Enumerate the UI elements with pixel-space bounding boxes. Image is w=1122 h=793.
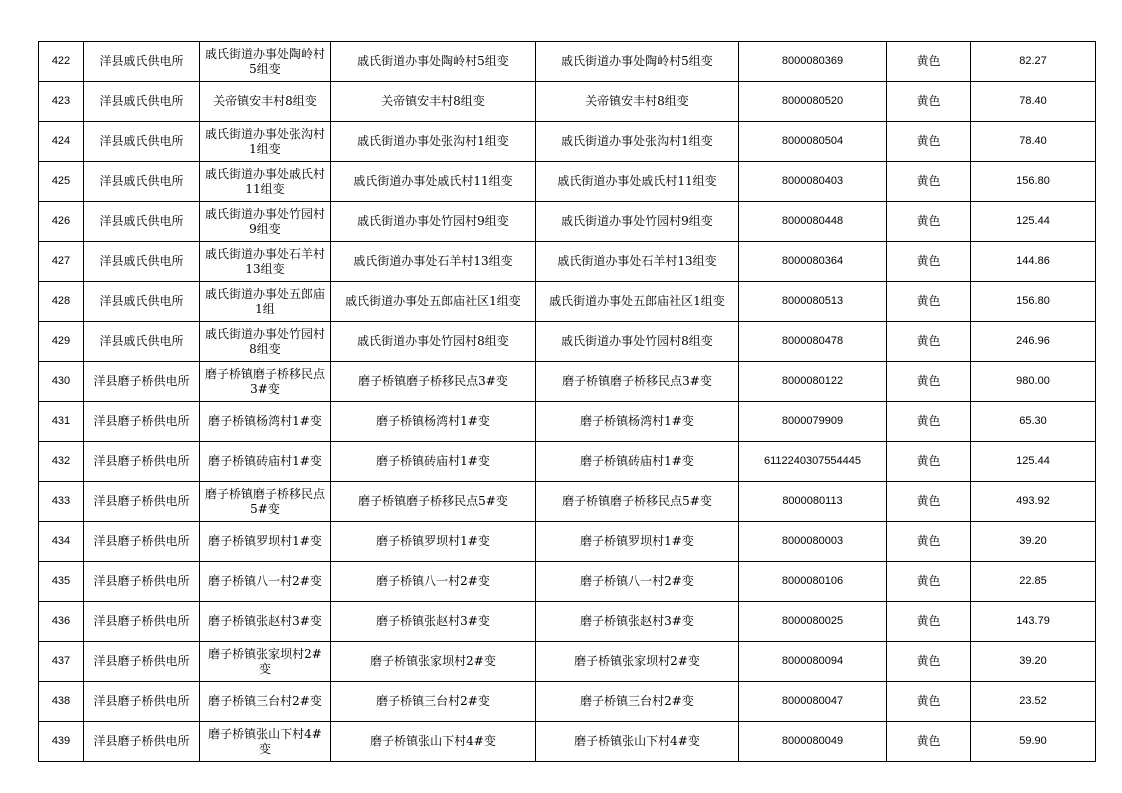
supply-office-cell: 洋县磨子桥供电所: [84, 602, 200, 642]
row-number-cell: 435: [39, 562, 84, 602]
warning-level-cell: 黄色: [887, 602, 971, 642]
value-cell: 65.30: [971, 402, 1096, 442]
value-cell: 125.44: [971, 442, 1096, 482]
supply-office-cell: 洋县磨子桥供电所: [84, 442, 200, 482]
transformer-name-cell: 戚氏街道办事处竹园村8组变: [200, 322, 331, 362]
transformer-name-cell: 磨子桥镇三台村2#变: [200, 682, 331, 722]
row-number-cell: 423: [39, 82, 84, 122]
table-row: [39, 122, 1096, 162]
table-body: [39, 42, 1096, 762]
transformer-name-cell: 磨子桥镇罗坝村1#变: [200, 522, 331, 562]
supply-office-cell: 洋县磨子桥供电所: [84, 522, 200, 562]
row-number-cell: 427: [39, 242, 84, 282]
station-name-cell: 戚氏街道办事处竹园村9组变: [331, 202, 536, 242]
table-row: [39, 202, 1096, 242]
warning-level-cell: 黄色: [887, 522, 971, 562]
line-name-cell: 磨子桥镇罗坝村1#变: [536, 522, 739, 562]
row-number-cell: 433: [39, 482, 84, 522]
station-name-cell: 磨子桥镇磨子桥移民点3#变: [331, 362, 536, 402]
value-cell: 156.80: [971, 162, 1096, 202]
supply-office-cell: 洋县磨子桥供电所: [84, 562, 200, 602]
value-cell: 143.79: [971, 602, 1096, 642]
table-row: [39, 642, 1096, 682]
row-number-cell: 437: [39, 642, 84, 682]
table-row: [39, 602, 1096, 642]
warning-level-cell: 黄色: [887, 402, 971, 442]
transformer-name-cell: 磨子桥镇张赵村3#变: [200, 602, 331, 642]
warning-level-cell: 黄色: [887, 562, 971, 602]
meter-id-cell: 8000080003: [739, 522, 887, 562]
line-name-cell: 戚氏街道办事处石羊村13组变: [536, 242, 739, 282]
warning-level-cell: 黄色: [887, 362, 971, 402]
line-name-cell: 戚氏街道办事处张沟村1组变: [536, 122, 739, 162]
row-number-cell: 438: [39, 682, 84, 722]
meter-id-cell: 8000079909: [739, 402, 887, 442]
value-cell: 78.40: [971, 122, 1096, 162]
line-name-cell: 磨子桥镇三台村2#变: [536, 682, 739, 722]
table-row: [39, 242, 1096, 282]
line-name-cell: 磨子桥镇张赵村3#变: [536, 602, 739, 642]
meter-id-cell: 8000080025: [739, 602, 887, 642]
meter-id-cell: 8000080403: [739, 162, 887, 202]
line-name-cell: 戚氏街道办事处竹园村9组变: [536, 202, 739, 242]
supply-office-cell: 洋县磨子桥供电所: [84, 402, 200, 442]
value-cell: 22.85: [971, 562, 1096, 602]
transformer-name-cell: 磨子桥镇磨子桥移民点3#变: [200, 362, 331, 402]
table-row: [39, 282, 1096, 322]
transformer-name-cell: 戚氏街道办事处石羊村13组变: [200, 242, 331, 282]
station-name-cell: 磨子桥镇三台村2#变: [331, 682, 536, 722]
station-name-cell: 戚氏街道办事处陶岭村5组变: [331, 42, 536, 82]
value-cell: 125.44: [971, 202, 1096, 242]
station-name-cell: 磨子桥镇八一村2#变: [331, 562, 536, 602]
station-name-cell: 磨子桥镇张山下村4#变: [331, 722, 536, 762]
row-number-cell: 439: [39, 722, 84, 762]
table-row: [39, 482, 1096, 522]
transformer-name-cell: 磨子桥镇张山下村4#变: [200, 722, 331, 762]
meter-id-cell: 8000080047: [739, 682, 887, 722]
line-name-cell: 戚氏街道办事处陶岭村5组变: [536, 42, 739, 82]
transformer-name-cell: 戚氏街道办事处竹园村9组变: [200, 202, 331, 242]
warning-level-cell: 黄色: [887, 442, 971, 482]
transformer-name-cell: 关帝镇安丰村8组变: [200, 82, 331, 122]
table-row: [39, 402, 1096, 442]
meter-id-cell: 8000080369: [739, 42, 887, 82]
line-name-cell: 磨子桥镇磨子桥移民点3#变: [536, 362, 739, 402]
supply-office-cell: 洋县戚氏供电所: [84, 122, 200, 162]
line-name-cell: 磨子桥镇杨湾村1#变: [536, 402, 739, 442]
warning-level-cell: 黄色: [887, 82, 971, 122]
meter-id-cell: 8000080049: [739, 722, 887, 762]
transformer-table: [38, 41, 1096, 762]
supply-office-cell: 洋县戚氏供电所: [84, 242, 200, 282]
warning-level-cell: 黄色: [887, 722, 971, 762]
meter-id-cell: 6112240307554445: [739, 442, 887, 482]
table-row: [39, 322, 1096, 362]
station-name-cell: 磨子桥镇张家坝村2#变: [331, 642, 536, 682]
warning-level-cell: 黄色: [887, 482, 971, 522]
table-row: [39, 162, 1096, 202]
line-name-cell: 关帝镇安丰村8组变: [536, 82, 739, 122]
transformer-name-cell: 戚氏街道办事处陶岭村5组变: [200, 42, 331, 82]
value-cell: 59.90: [971, 722, 1096, 762]
line-name-cell: 磨子桥镇八一村2#变: [536, 562, 739, 602]
meter-id-cell: 8000080094: [739, 642, 887, 682]
meter-id-cell: 8000080478: [739, 322, 887, 362]
station-name-cell: 磨子桥镇杨湾村1#变: [331, 402, 536, 442]
warning-level-cell: 黄色: [887, 642, 971, 682]
station-name-cell: 磨子桥镇罗坝村1#变: [331, 522, 536, 562]
warning-level-cell: 黄色: [887, 162, 971, 202]
value-cell: 39.20: [971, 642, 1096, 682]
line-name-cell: 磨子桥镇张家坝村2#变: [536, 642, 739, 682]
table-row: [39, 82, 1096, 122]
transformer-name-cell: 磨子桥镇杨湾村1#变: [200, 402, 331, 442]
row-number-cell: 426: [39, 202, 84, 242]
transformer-name-cell: 磨子桥镇张家坝村2#变: [200, 642, 331, 682]
value-cell: 82.27: [971, 42, 1096, 82]
value-cell: 493.92: [971, 482, 1096, 522]
value-cell: 144.86: [971, 242, 1096, 282]
station-name-cell: 戚氏街道办事处石羊村13组变: [331, 242, 536, 282]
line-name-cell: 戚氏街道办事处竹园村8组变: [536, 322, 739, 362]
line-name-cell: 戚氏街道办事处戚氏村11组变: [536, 162, 739, 202]
row-number-cell: 429: [39, 322, 84, 362]
meter-id-cell: 8000080504: [739, 122, 887, 162]
supply-office-cell: 洋县磨子桥供电所: [84, 642, 200, 682]
transformer-name-cell: 戚氏街道办事处张沟村1组变: [200, 122, 331, 162]
row-number-cell: 430: [39, 362, 84, 402]
value-cell: 246.96: [971, 322, 1096, 362]
warning-level-cell: 黄色: [887, 322, 971, 362]
supply-office-cell: 洋县戚氏供电所: [84, 202, 200, 242]
meter-id-cell: 8000080113: [739, 482, 887, 522]
row-number-cell: 436: [39, 602, 84, 642]
table-row: [39, 362, 1096, 402]
supply-office-cell: 洋县戚氏供电所: [84, 322, 200, 362]
supply-office-cell: 洋县戚氏供电所: [84, 282, 200, 322]
row-number-cell: 434: [39, 522, 84, 562]
table-row: [39, 682, 1096, 722]
warning-level-cell: 黄色: [887, 682, 971, 722]
transformer-name-cell: 戚氏街道办事处戚氏村11组变: [200, 162, 331, 202]
table-row: [39, 722, 1096, 762]
table-row: [39, 522, 1096, 562]
warning-level-cell: 黄色: [887, 42, 971, 82]
row-number-cell: 428: [39, 282, 84, 322]
value-cell: 23.52: [971, 682, 1096, 722]
meter-id-cell: 8000080448: [739, 202, 887, 242]
supply-office-cell: 洋县戚氏供电所: [84, 42, 200, 82]
row-number-cell: 425: [39, 162, 84, 202]
supply-office-cell: 洋县磨子桥供电所: [84, 482, 200, 522]
station-name-cell: 戚氏街道办事处竹园村8组变: [331, 322, 536, 362]
transformer-name-cell: 磨子桥镇磨子桥移民点5#变: [200, 482, 331, 522]
warning-level-cell: 黄色: [887, 122, 971, 162]
meter-id-cell: 8000080513: [739, 282, 887, 322]
warning-level-cell: 黄色: [887, 282, 971, 322]
line-name-cell: 磨子桥镇张山下村4#变: [536, 722, 739, 762]
transformer-name-cell: 磨子桥镇砖庙村1#变: [200, 442, 331, 482]
station-name-cell: 磨子桥镇砖庙村1#变: [331, 442, 536, 482]
station-name-cell: 磨子桥镇磨子桥移民点5#变: [331, 482, 536, 522]
row-number-cell: 432: [39, 442, 84, 482]
value-cell: 78.40: [971, 82, 1096, 122]
value-cell: 980.00: [971, 362, 1096, 402]
supply-office-cell: 洋县磨子桥供电所: [84, 362, 200, 402]
row-number-cell: 422: [39, 42, 84, 82]
station-name-cell: 磨子桥镇张赵村3#变: [331, 602, 536, 642]
line-name-cell: 磨子桥镇砖庙村1#变: [536, 442, 739, 482]
supply-office-cell: 洋县磨子桥供电所: [84, 682, 200, 722]
row-number-cell: 431: [39, 402, 84, 442]
supply-office-cell: 洋县戚氏供电所: [84, 82, 200, 122]
station-name-cell: 戚氏街道办事处五郎庙社区1组变: [331, 282, 536, 322]
station-name-cell: 戚氏街道办事处张沟村1组变: [331, 122, 536, 162]
value-cell: 156.80: [971, 282, 1096, 322]
station-name-cell: 关帝镇安丰村8组变: [331, 82, 536, 122]
meter-id-cell: 8000080122: [739, 362, 887, 402]
station-name-cell: 戚氏街道办事处戚氏村11组变: [331, 162, 536, 202]
row-number-cell: 424: [39, 122, 84, 162]
meter-id-cell: 8000080520: [739, 82, 887, 122]
supply-office-cell: 洋县磨子桥供电所: [84, 722, 200, 762]
warning-level-cell: 黄色: [887, 202, 971, 242]
warning-level-cell: 黄色: [887, 242, 971, 282]
line-name-cell: 戚氏街道办事处五郎庙社区1组变: [536, 282, 739, 322]
transformer-name-cell: 戚氏街道办事处五郎庙1组: [200, 282, 331, 322]
line-name-cell: 磨子桥镇磨子桥移民点5#变: [536, 482, 739, 522]
transformer-name-cell: 磨子桥镇八一村2#变: [200, 562, 331, 602]
table-row: [39, 442, 1096, 482]
value-cell: 39.20: [971, 522, 1096, 562]
meter-id-cell: 8000080106: [739, 562, 887, 602]
meter-id-cell: 8000080364: [739, 242, 887, 282]
table-row: [39, 42, 1096, 82]
table-row: [39, 562, 1096, 602]
supply-office-cell: 洋县戚氏供电所: [84, 162, 200, 202]
